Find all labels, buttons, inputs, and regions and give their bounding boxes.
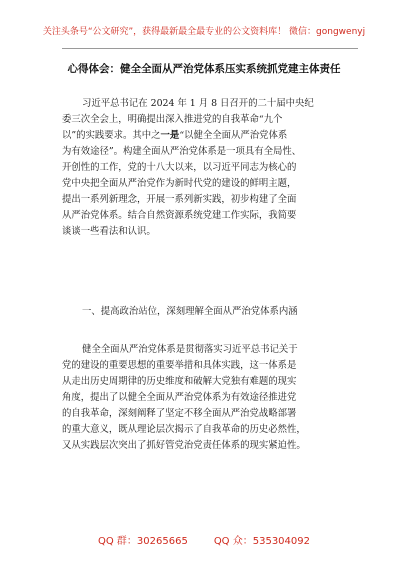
paragraph-1 <box>62 96 342 240</box>
paragraph-line: 又从实践层次突出了抓好管党治党责任体系的现实紧迫性。 <box>62 440 306 451</box>
paragraph-line: 开创性的工作，党的十八大以来，以习近平同志为核心的 <box>62 162 297 173</box>
paragraph-line: 从走出历史周期律的历史维度和破解大党独有难题的现实 <box>62 376 297 387</box>
paragraph-line: 角度，提出了以健全全面从严治党体系为有效途径推进党 <box>62 392 297 403</box>
paragraph-line: 党的建设的重要思想的重要举措和具体实践，这一体系是 <box>62 360 297 371</box>
section-heading: 一、提高政治站位，深刻理解全面从严治党体系内涵 <box>82 306 298 317</box>
paragraph-line: 健全全面从严治党体系是贯彻落实习近平总书记关于 <box>82 344 298 355</box>
paragraph-line: 习近平总书记在 2024 年 1 月 8 日召开的二十届中央纪 <box>82 98 314 109</box>
footer-qq-group: QQ 群：30265665 <box>97 536 188 547</box>
paragraph-line: 的重大意义，既从理论层次揭示了自我革命的历史必然性， <box>62 424 306 435</box>
document-title: 心得体会：健全全面从严治党体系压实系统抓党建主体责任 <box>67 63 341 75</box>
footer-contact <box>0 535 408 549</box>
paragraph-line: 为有效途径”。构建全面从严治党体系是一项具有全局性、 <box>62 146 302 157</box>
paragraph-line: 提出一系列新理念，开展一系列新实践，初步构建了全面 <box>62 194 297 205</box>
paragraph-line: 的自我革命，深刻阐释了坚定不移全面从严治党战略部署 <box>62 408 297 419</box>
paragraph-2 <box>62 342 342 454</box>
paragraph-line <box>62 128 342 144</box>
header-banner: 关注头条号“公文研究”，获得最新最全最专业的公文资料库！ 微信：gongwenyj <box>42 27 366 37</box>
paragraph-line: 从严治党体系。结合自然资源系统党建工作实际，我简要 <box>62 210 297 221</box>
header-divider <box>62 48 358 49</box>
paragraph-line-start: 以”的实践要求。其中之 <box>62 130 161 141</box>
paragraph-line-tail: “以健全全面从严治党体系 <box>179 130 288 141</box>
paragraph-line: 党中央把全面从严治党作为新时代党的建设的鲜明主题， <box>62 178 297 189</box>
emphasis-text: 一是 <box>160 130 180 141</box>
paragraph-line: 谈谈一些看法和认识。 <box>62 226 156 237</box>
footer-qq-number: QQ 众：535304092 <box>213 536 310 547</box>
paragraph-line: 委三次全会上，明确提出深入推进党的自我革命“九个 <box>62 114 283 125</box>
